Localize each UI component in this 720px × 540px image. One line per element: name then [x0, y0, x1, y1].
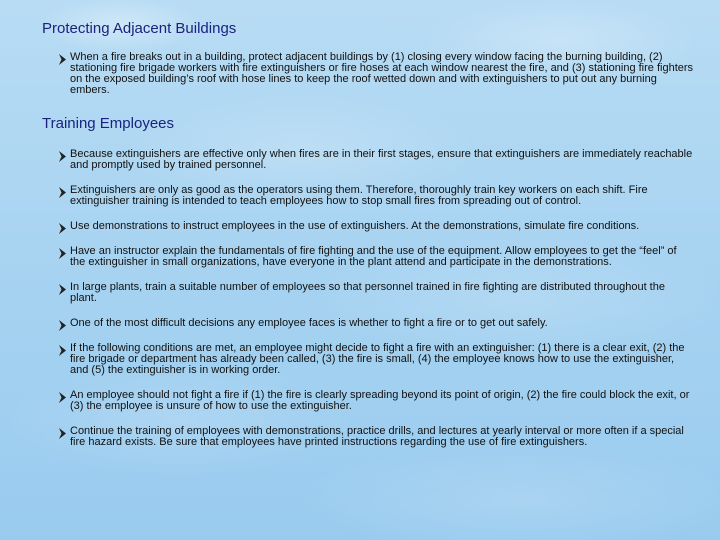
arrowhead-bullet-icon [58, 318, 70, 336]
arrowhead-bullet-icon [58, 52, 70, 70]
arrowhead-bullet-icon [58, 426, 70, 444]
section-title-training-employees: Training Employees [42, 115, 175, 132]
bullet-text: One of the most difficult decisions any employee faces is whether to fight a fire or to get out safely. [70, 317, 548, 329]
bullet-item [58, 282, 694, 304]
arrowhead-bullet-icon [58, 221, 70, 239]
bullet-text: Continue the training of employees with demonstrations, practice drills, and lectures at yearly interval or more often if a special fire hazard exists. Be sure that employees have printed instructions regarding the use of fire extinguishers. [70, 425, 684, 448]
arrowhead-bullet-icon [58, 282, 70, 300]
arrowhead-bullet-icon [58, 149, 70, 167]
arrowhead-bullet-icon [58, 246, 70, 264]
bullet-text: In large plants, train a suitable number of employees so that personnel trained in fire fighting are distributed throughout the plant. [70, 281, 665, 304]
bullet-text: Have an instructor explain the fundamentals of fire fighting and the use of the equipment. Allow employees to get the “feel” of the extinguisher in small organizations, have everyone in the plant attend and participate in the demonstrations. [70, 245, 677, 268]
bullet-item [58, 390, 694, 412]
section-title-protecting-adjacent-buildings: Protecting Adjacent Buildings [42, 20, 237, 37]
arrowhead-bullet-icon [58, 390, 70, 408]
bullet-item [58, 185, 694, 207]
bullet-item [58, 149, 694, 171]
bullet-item [58, 426, 694, 448]
bullet-item [58, 343, 694, 376]
bullet-text: When a fire breaks out in a building, protect adjacent buildings by (1) closing every window facing the burning building, (2) stationing fire brigade workers with fire extinguishers or fire hoses at each window nearest the fire, and (3) stationing fire fighters on the exposed building’s roof with hose lines to keep the roof wetted down and with extinguishers to put out any burning embers. [70, 51, 694, 96]
arrowhead-bullet-icon [58, 185, 70, 203]
bullet-list-training [58, 149, 694, 462]
bullet-item [58, 318, 694, 329]
bullet-item [58, 246, 694, 268]
bullet-text: An employee should not fight a fire if (1) the fire is clearly spreading beyond its point of origin, (2) the fire could block the exit, or (3) the employee is unsure of how to use the extinguisher. [70, 389, 690, 412]
bullet-text: Because extinguishers are effective only when fires are in their first stages, ensure that extinguishers are immediately reachable and promptly used by trained personnel. [70, 148, 693, 171]
bullet-text: Extinguishers are only as good as the operators using them. Therefore, thoroughly train key workers on each shift. Fire extinguisher training is intended to teach employees how to stop small fires from spreading out of control. [70, 184, 648, 207]
bullet-list-protecting [58, 52, 694, 96]
bullet-item [58, 52, 694, 96]
bullet-item [58, 221, 694, 232]
bullet-text: If the following conditions are met, an employee might decide to fight a fire with an extinguisher: (1) there is a clear exit, (2) the fire brigade or department has already been called, (3) the fire is small, (4) the employee knows how to use the extinguisher, and (5) the extinguisher is in working order. [70, 342, 685, 376]
arrowhead-bullet-icon [58, 343, 70, 361]
bullet-text: Use demonstrations to instruct employees in the use of extinguishers. At the demonstrations, simulate fire conditions. [70, 220, 640, 232]
